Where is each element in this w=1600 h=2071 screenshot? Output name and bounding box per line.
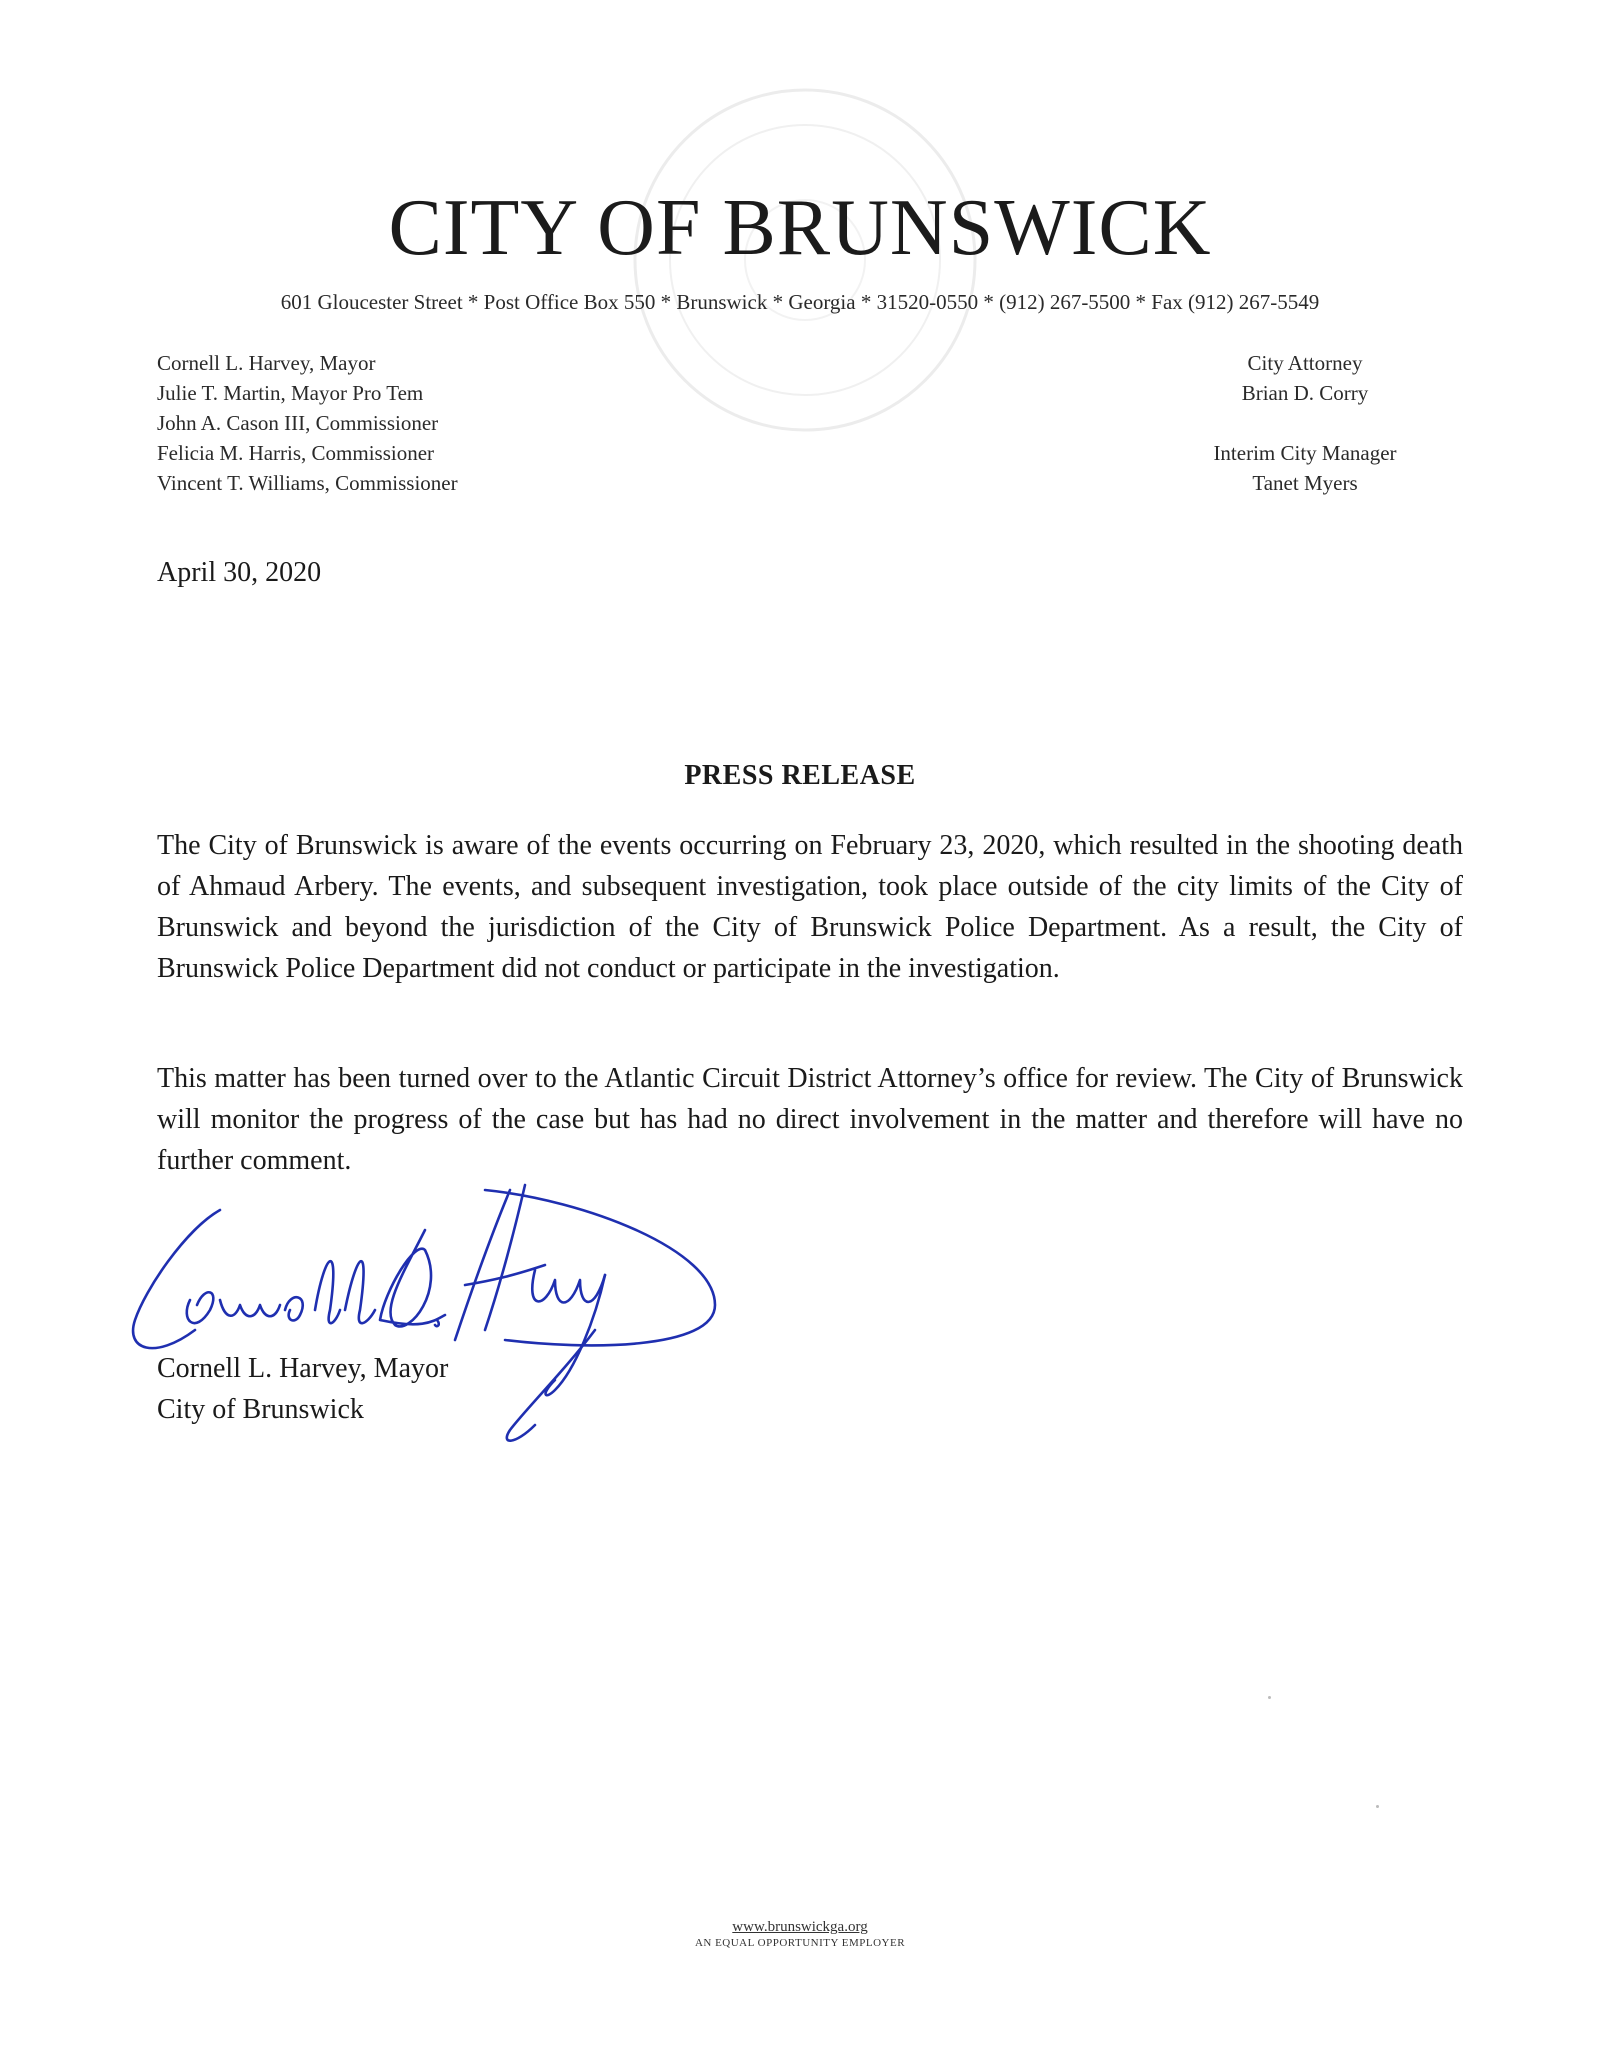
signer-org: City of Brunswick	[157, 1394, 364, 1425]
official-mayor-pro-tem: Julie T. Martin, Mayor Pro Tem	[157, 381, 424, 405]
footer	[0, 1919, 1600, 1949]
scan-speck	[1268, 1696, 1271, 1699]
scan-speck	[1376, 1805, 1379, 1808]
equal-opportunity-text: AN EQUAL OPPORTUNITY EMPLOYER	[694, 1937, 906, 1949]
website-link[interactable]: www.brunswickga.org	[732, 1919, 868, 1935]
official-mayor: Cornell L. Harvey, Mayor	[157, 351, 376, 375]
attorney-title: City Attorney	[1247, 351, 1363, 375]
signer-name: Cornell L. Harvey, Mayor	[157, 1353, 449, 1384]
official-commissioner: Felicia M. Harris, Commissioner	[157, 441, 435, 465]
letterhead-title: CITY OF BRUNSWICK	[388, 184, 1212, 272]
official-commissioner: Vincent T. Williams, Commissioner	[157, 471, 458, 495]
body-paragraph: The City of Brunswick is aware of the events occurring on February 23, 2020, which resulted in the shooting death of Ahmaud Arbery. The events, and subsequent investigation, took place outside of the city limits of the City of Brunswick and beyond the jurisdiction of the City of Brunswick Police Department. As a result, the City of Brunswick Police Department did not conduct or participate in the investigation.	[157, 830, 1463, 984]
body-paragraph: This matter has been turned over to the Atlantic Circuit District Attorney’s office for review. The City of Brunswick will monitor the progress of the case but has had no direct involvement in the matter and therefore will have no further comment.	[157, 1063, 1463, 1176]
signature-block	[157, 1348, 448, 1430]
press-release-heading: PRESS RELEASE	[684, 760, 916, 791]
letterhead-address: 601 Gloucester Street * Post Office Box 550 * Brunswick * Georgia * 31520-0550 * (912) 267-5500 * Fax (912) 267-5549	[280, 290, 1320, 314]
official-commissioner: John A. Cason III, Commissioner	[157, 411, 439, 435]
staff-list	[1175, 348, 1435, 498]
officials-list	[157, 348, 458, 498]
letter-date: April 30, 2020	[157, 557, 322, 588]
manager-title: Interim City Manager	[1213, 441, 1397, 465]
attorney-name: Brian D. Corry	[1241, 381, 1369, 405]
manager-name: Tanet Myers	[1252, 471, 1358, 495]
